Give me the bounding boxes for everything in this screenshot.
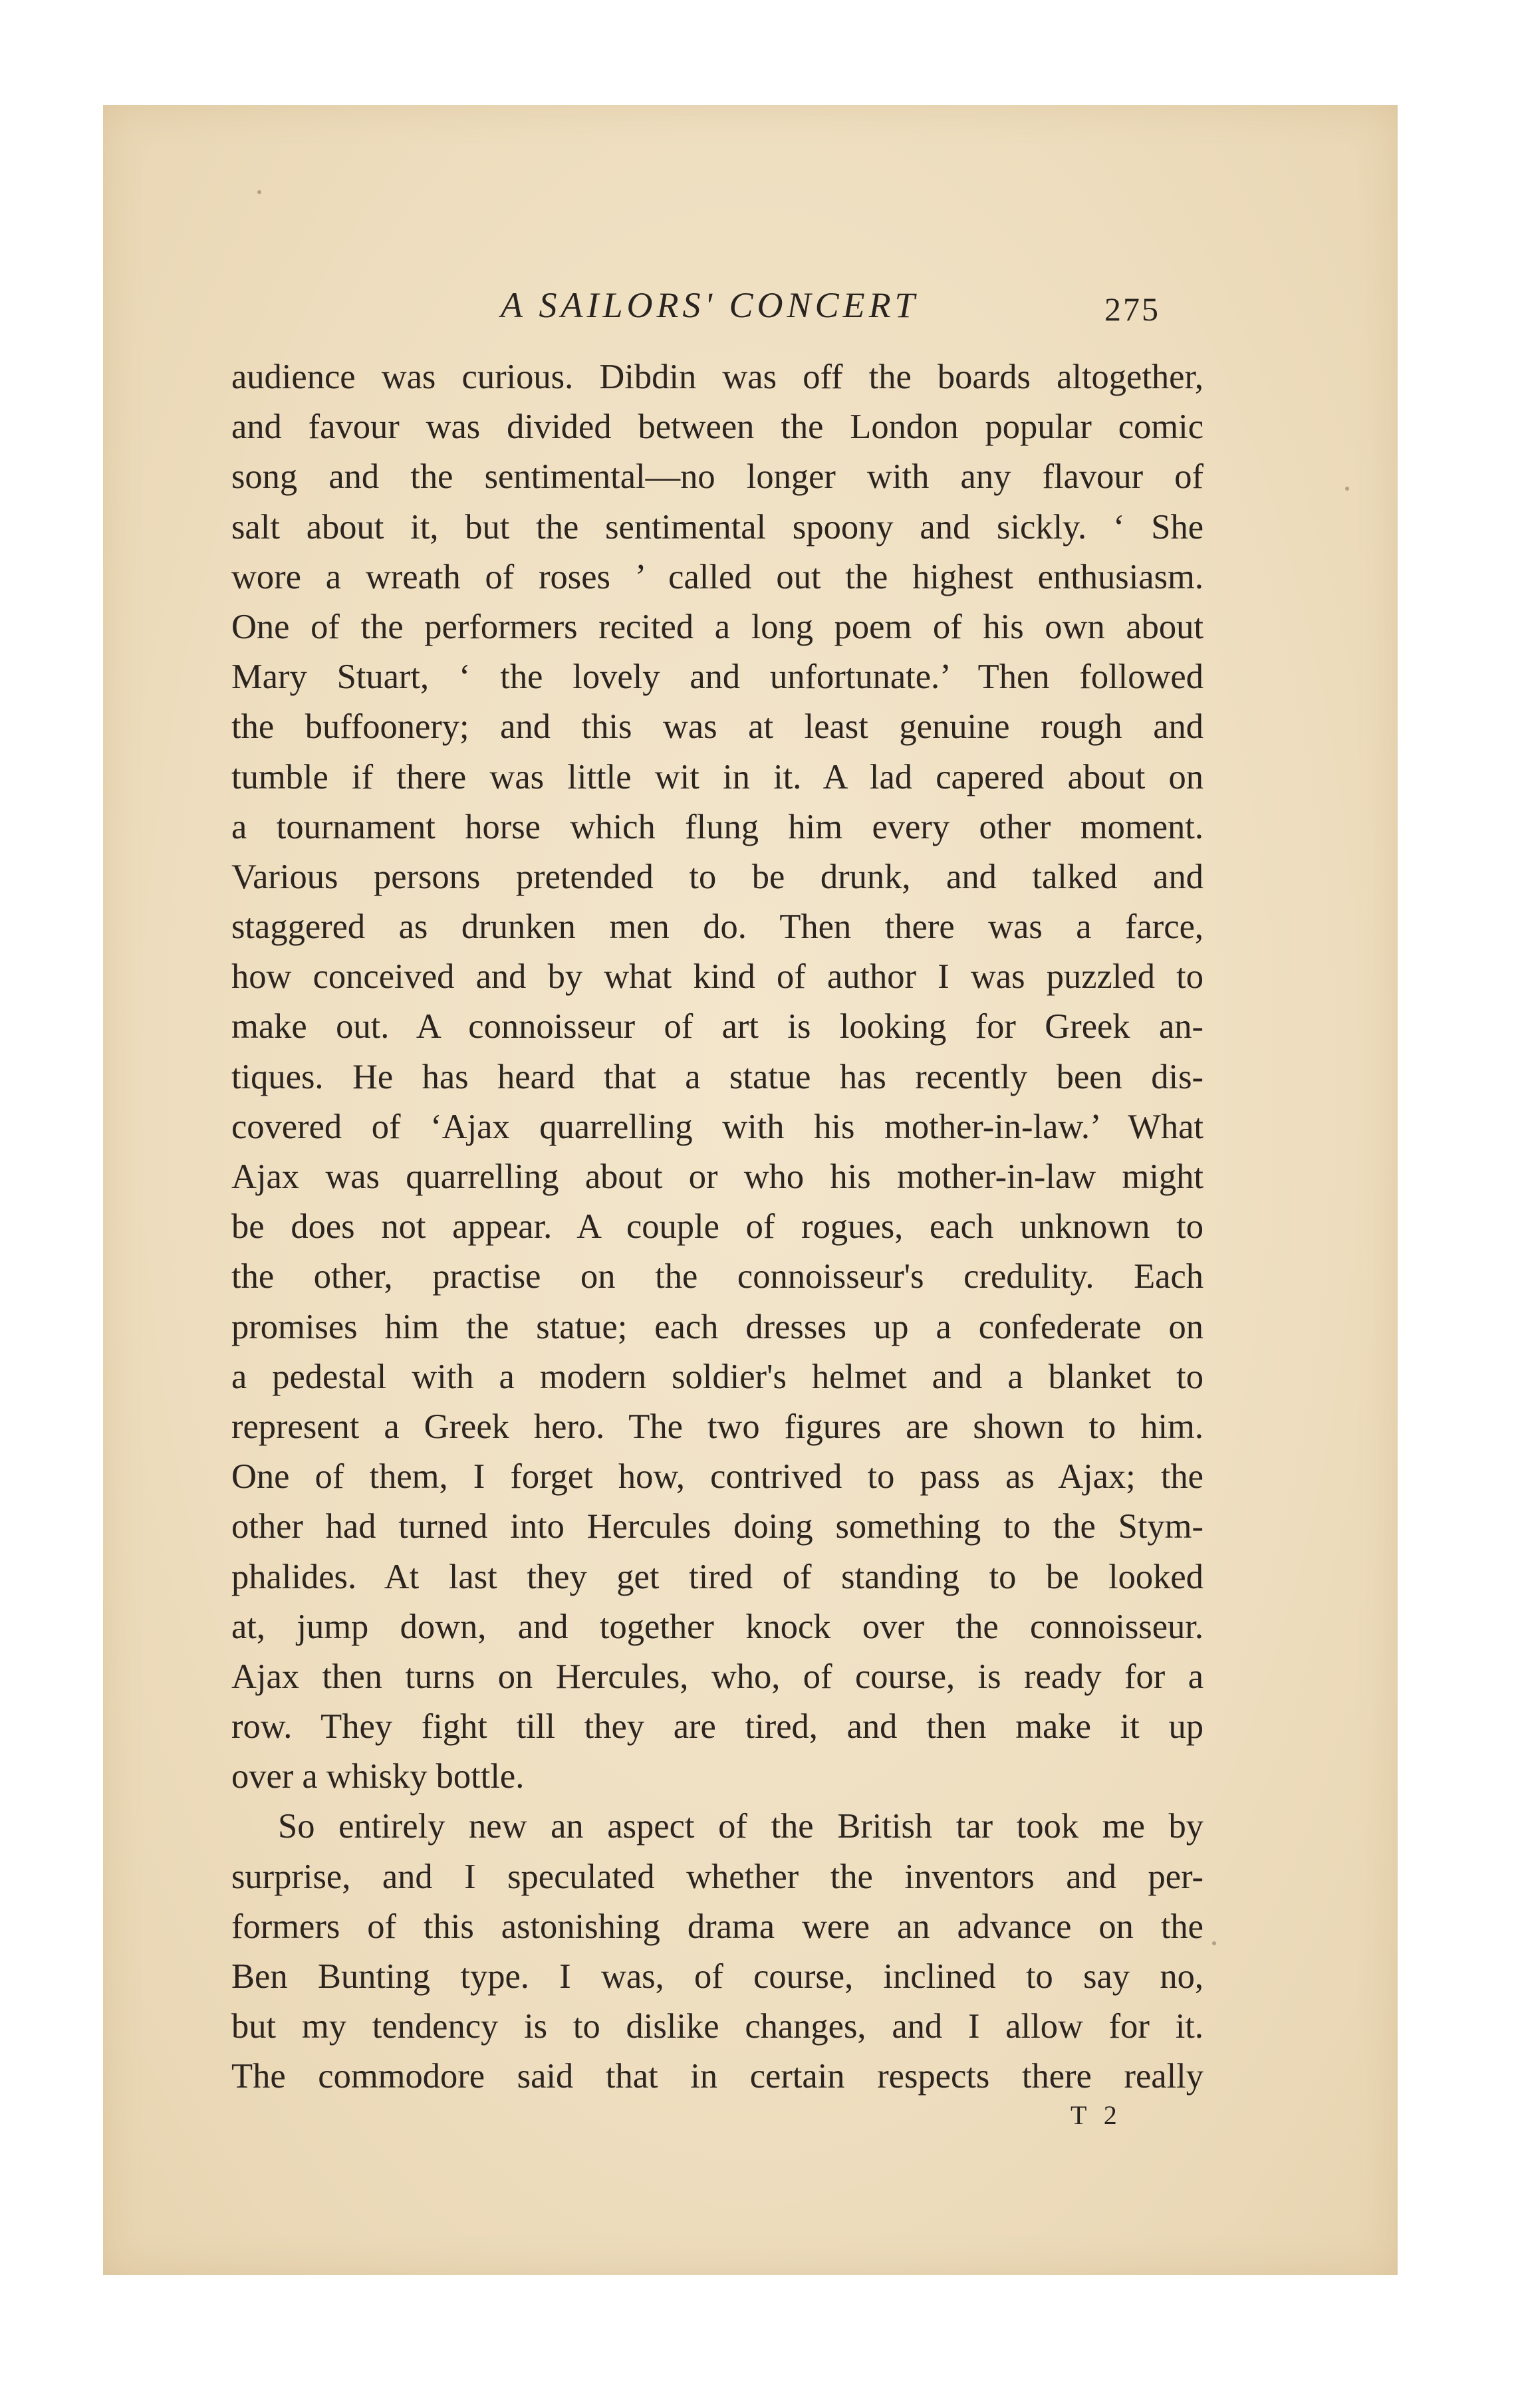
page-number: 275 bbox=[1104, 291, 1160, 328]
text-line: the other, practise on the connoisseur's credulity. Each bbox=[231, 1257, 1203, 1296]
text-line: Mary Stuart, ‘ the lovely and unfortunate.’ Then followed bbox=[231, 658, 1203, 697]
book-page bbox=[103, 105, 1398, 2275]
text-line: Ajax was quarrelling about or who his mother-in-law might bbox=[231, 1157, 1203, 1196]
text-line: tiques. He has heard that a statue has recently been dis- bbox=[231, 1057, 1203, 1096]
text-line: make out. A connoisseur of art is looking for Greek an- bbox=[231, 1007, 1203, 1046]
text-line: formers of this astonishing drama were an advance on the bbox=[231, 1907, 1203, 1946]
paper-speck bbox=[257, 190, 261, 194]
text-line: surprise, and I speculated whether the inventors and per- bbox=[231, 1857, 1203, 1896]
text-line: but my tendency is to dislike changes, and I allow for it. bbox=[231, 2007, 1203, 2046]
text-line: song and the sentimental—no longer with any flavour of bbox=[231, 457, 1203, 497]
text-line: Ben Bunting type. I was, of course, inclined to say no, bbox=[231, 1957, 1203, 1996]
running-header bbox=[103, 285, 1398, 331]
text-line: promises him the statue; each dresses up a confederate on bbox=[231, 1307, 1203, 1346]
paper-speck bbox=[1212, 1941, 1216, 1945]
text-line: staggered as drunken men do. Then there was a farce, bbox=[231, 907, 1203, 947]
text-line: the buffoonery; and this was at least genuine rough and bbox=[231, 707, 1203, 747]
text-line: phalides. At last they get tired of standing to be looked bbox=[231, 1557, 1203, 1596]
text-line: how conceived and by what kind of author I was puzzled to bbox=[231, 957, 1203, 997]
text-line: represent a Greek hero. The two figures are shown to him. bbox=[231, 1407, 1203, 1446]
signature-mark: T 2 bbox=[1071, 2100, 1122, 2130]
text-line: a tournament horse which flung him every other moment. bbox=[231, 807, 1203, 846]
text-line: row. They fight till they are tired, and then make it up bbox=[231, 1707, 1203, 1746]
text-line: One of the performers recited a long poem of his own about bbox=[231, 607, 1203, 646]
text-line: and favour was divided between the London popular comic bbox=[231, 408, 1203, 447]
text-line: at, jump down, and together knock over the connoisseur. bbox=[231, 1607, 1203, 1646]
text-line: wore a wreath of roses ’ called out the highest enthusiasm. bbox=[231, 557, 1203, 596]
text-line: The commodore said that in certain respects there really bbox=[231, 2057, 1203, 2096]
text-line: a pedestal with a modern soldier's helmet and a blanket to bbox=[231, 1357, 1203, 1396]
text-line: other had turned into Hercules doing something to the Stym- bbox=[231, 1507, 1203, 1546]
paragraph-end-line: over a whisky bottle. bbox=[231, 1757, 525, 1796]
text-line: salt about it, but the sentimental spoony and sickly. ‘ She bbox=[231, 507, 1203, 546]
text-line: Ajax then turns on Hercules, who, of course, is ready for a bbox=[231, 1657, 1203, 1696]
text-line: be does not appear. A couple of rogues, each unknown to bbox=[231, 1207, 1203, 1247]
text-line: One of them, I forget how, contrived to pass as Ajax; the bbox=[231, 1457, 1203, 1497]
text-line: covered of ‘Ajax quarrelling with his mother-in-law.’ What bbox=[231, 1107, 1203, 1146]
paragraph-start-line: So entirely new an aspect of the British tar took me by bbox=[278, 1807, 1203, 1846]
body-text bbox=[231, 352, 1203, 2102]
text-line: Various persons pretended to be drunk, and talked and bbox=[231, 857, 1203, 896]
text-line: tumble if there was little wit in it. A lad capered about on bbox=[231, 757, 1203, 796]
text-line: audience was curious. Dibdin was off the boards altogether, bbox=[231, 358, 1203, 396]
running-title: A SAILORS' CONCERT bbox=[501, 285, 919, 325]
paper-speck bbox=[1345, 487, 1349, 491]
